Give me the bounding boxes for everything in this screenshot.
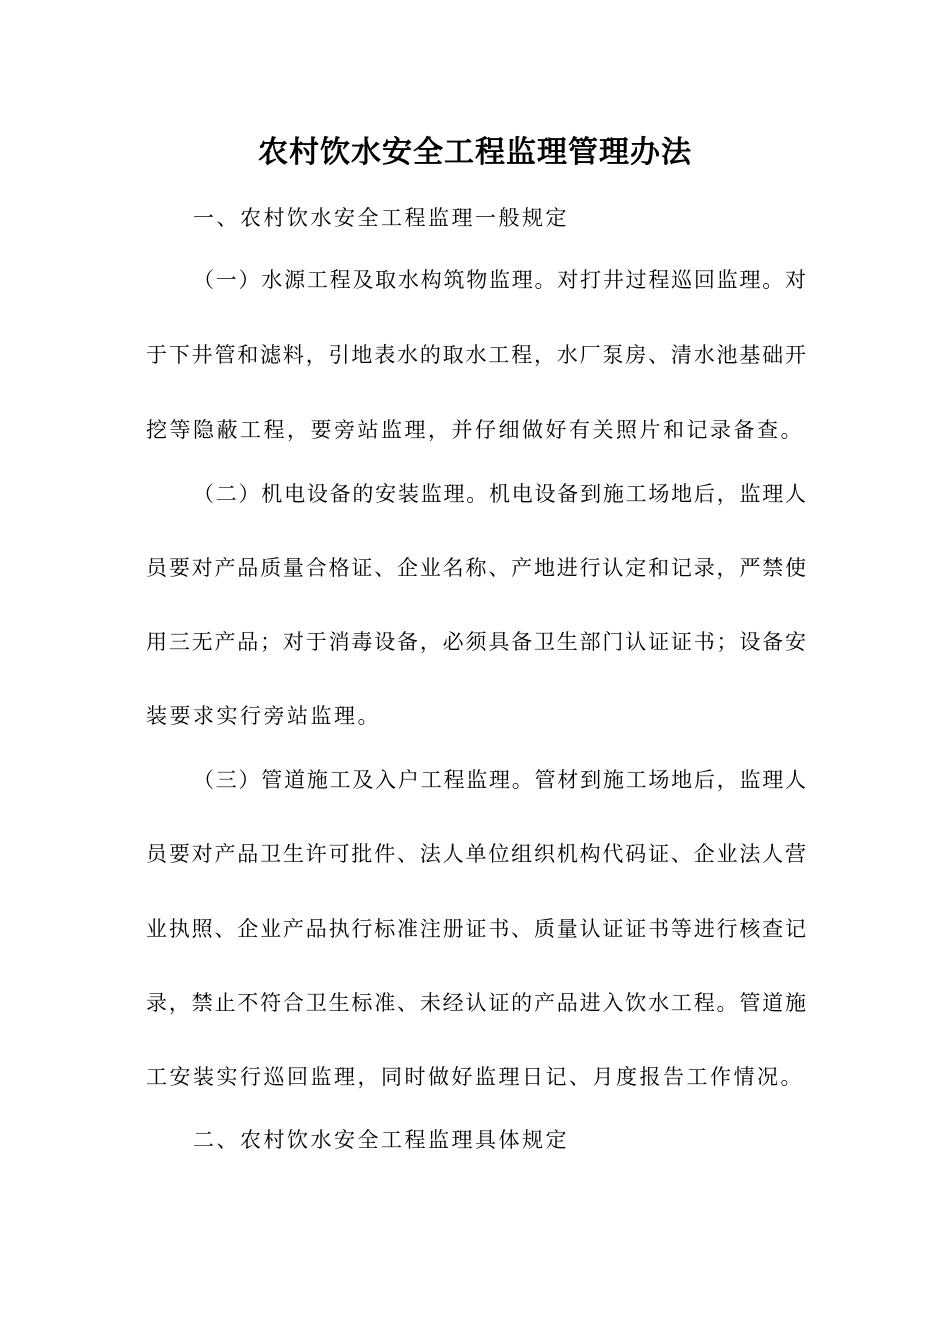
paragraph-line: （二）机电设备的安装监理。机电设备到施工场地后，监理人	[193, 482, 806, 506]
paragraph-line: 挖等隐蔽工程，要旁站监理，并仔细做好有关照片和记录备查。	[146, 418, 804, 442]
paragraph-line: 员要对产品卫生许可批件、法人单位组织机构代码证、企业法人营	[146, 842, 806, 866]
paragraph-line: 装要求实行旁站监理。	[146, 704, 381, 728]
document-title: 农村饮水安全工程监理管理办法	[258, 135, 692, 170]
paragraph-line: 员要对产品质量合格证、企业名称、产地进行认定和记录，严禁使	[146, 556, 806, 580]
section-heading-1: 一、农村饮水安全工程监理一般规定	[193, 206, 569, 230]
paragraph-line: 业执照、企业产品执行标准注册证书、质量认证证书等进行核查记	[146, 917, 806, 941]
paragraph-line: 于下井管和滤料，引地表水的取水工程，水厂泵房、清水池基础开	[146, 343, 806, 367]
paragraph-line: 用三无产品；对于消毒设备，必须具备卫生部门认证证书；设备安	[146, 630, 806, 654]
paragraph-line: 工安装实行巡回监理，同时做好监理日记、月度报告工作情况。	[146, 1065, 804, 1089]
section-heading-2: 二、农村饮水安全工程监理具体规定	[193, 1128, 569, 1152]
paragraph-line: （三）管道施工及入户工程监理。管材到施工场地后，监理人	[193, 768, 806, 792]
paragraph-line: 录，禁止不符合卫生标准、未经认证的产品进入饮水工程。管道施	[146, 991, 806, 1015]
paragraph-line: （一）水源工程及取水构筑物监理。对打井过程巡回监理。对	[193, 268, 806, 292]
